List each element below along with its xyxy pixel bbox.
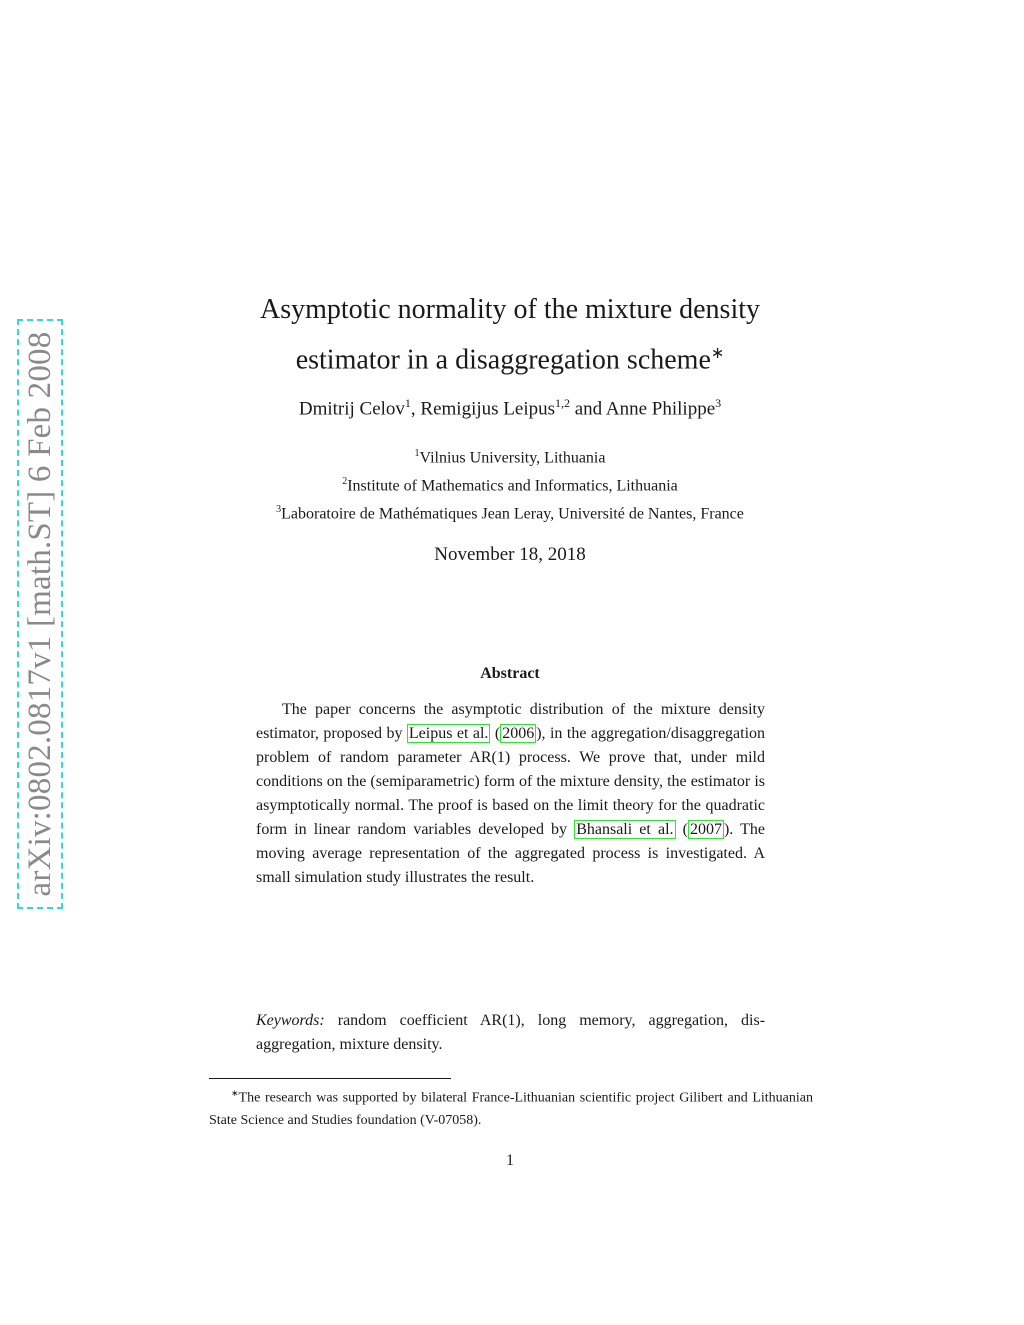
keywords-label: Keywords:: [256, 1012, 325, 1029]
affiliation-text: Institute of Mathematics and Informatics, Lithuania: [347, 477, 678, 495]
footnote-text: The research was supported by bilateral France-Lithuanian scientific project Gilibert and Lithuanian State Science and Studies foundation (V-07058).: [209, 1090, 813, 1128]
affiliation: [160, 448, 860, 467]
title-line-1: Asymptotic normality of the mixture density: [259, 294, 761, 325]
affiliation-mark: 1: [414, 448, 420, 459]
affiliation-mark: 3: [276, 504, 282, 515]
footnote-mark: ∗: [231, 1088, 239, 1098]
title-footnote-mark[interactable]: ∗: [710, 345, 725, 362]
abstract-body: [256, 698, 765, 890]
author-separator: ,: [410, 398, 421, 420]
abstract-text: ), in the aggregation/disaggregation problem of random parameter AR(1) process. We prove that, under mild conditions on the (semiparametric) form of the mixture density, the estimator is asymptotically normal. The proof is based on the limit theory for the quadratic form in linear random variables developed by: [256, 725, 766, 838]
affiliation-mark: 2: [342, 476, 348, 487]
footnote-rule: [209, 1078, 451, 1079]
citation-year-link[interactable]: 2007: [689, 821, 722, 838]
affiliation-text: Vilnius University, Lithuania: [419, 449, 606, 467]
affiliation-text: Laboratoire de Mathématiques Jean Leray, Université de Nantes, France: [281, 505, 744, 523]
citation-link[interactable]: Leipus et al.: [408, 725, 489, 742]
author-name: Anne Philippe: [605, 398, 716, 420]
page-number: 1: [506, 1152, 514, 1169]
keywords-text: random coefficient AR(1), long memory, aggregation, disaggregation, mixture density.: [256, 1012, 766, 1053]
author-name: Dmitrij Celov: [298, 398, 405, 420]
author-affiliation-mark: 1: [404, 396, 411, 410]
paper-title: [200, 288, 820, 382]
citation-year-link[interactable]: 2006: [502, 725, 535, 742]
author-list: [160, 396, 860, 420]
abstract-text: ). The moving average representation of the aggregated process is investigated. A small simulation study illustrates the result.: [256, 821, 766, 886]
paper-date: November 18, 2018: [434, 544, 586, 565]
arxiv-stamp-area: [16, 316, 64, 912]
keywords: [256, 1009, 765, 1057]
title-line-2: estimator in a disaggregation scheme: [295, 344, 711, 376]
arxiv-identifier-stamp[interactable]: arXiv:0802.0817v1 [math.ST] 6 Feb 2008: [17, 319, 63, 909]
affiliation: [160, 504, 860, 523]
affiliation: [160, 476, 860, 495]
abstract-text: The paper concerns the asymptotic distribution of the mixture density estimator, proposed by: [256, 701, 765, 742]
footnote-paragraph: [209, 1082, 813, 1132]
author-name: Remigijus Leipus: [420, 398, 555, 420]
author-affiliation-mark: 3: [715, 396, 722, 410]
abstract-heading: Abstract: [480, 665, 540, 682]
author-separator: and: [570, 398, 606, 420]
footnote: [209, 1082, 813, 1132]
abstract-paragraph: The paper concerns the asymptotic distribution of the mixture density estimator, proposed by Leipus et al. ( 2006 ), in the aggregation/disaggregation problem of random parameter AR(1) process. We prove that, under mild conditions on the (semiparametric) form of the mixture density, the estimator is asymptotically normal. The proof is based on the limit theory for the quadratic form in linear random variables developed by Bhansali et al. ( 2007 ). The moving average representation of the aggregated process is investigated. A small simulation study illustrates the result.: [256, 701, 766, 886]
citation-link[interactable]: Bhansali et al.: [576, 821, 674, 838]
author-affiliation-mark: 1,2: [555, 396, 570, 410]
